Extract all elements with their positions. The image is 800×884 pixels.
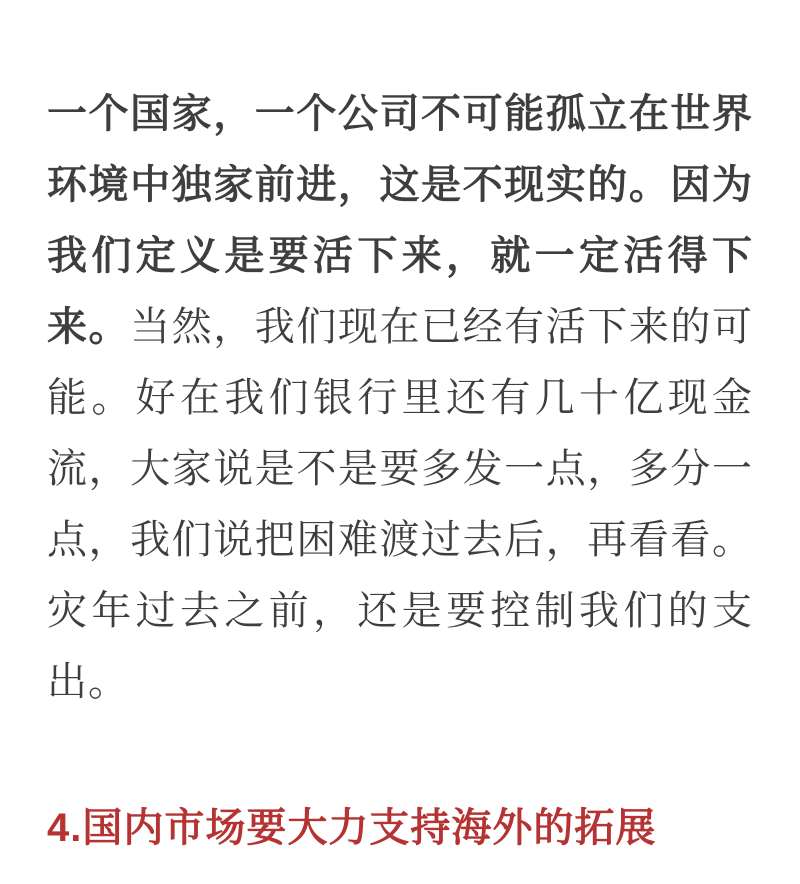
paragraph-regular-text: 当然，我们现在已经有活下来的可能。好在我们银行里还有几十亿现金流，大家说是不是要多发一点，多分一点，我们说把困难渡过去后，再看看。灾年过去之前，还是要控制我们的支出。 [47,305,753,704]
section-heading: 4.国内市场要大力支持海外的拓展 [47,806,657,850]
paragraph-bold-text: 一个国家，一个公司不可能孤立在世界环境中独家前进，这是不现实的。因为我们定义是要活下来，就一定活得下来。 [47,92,753,349]
article-paragraph [47,79,753,718]
